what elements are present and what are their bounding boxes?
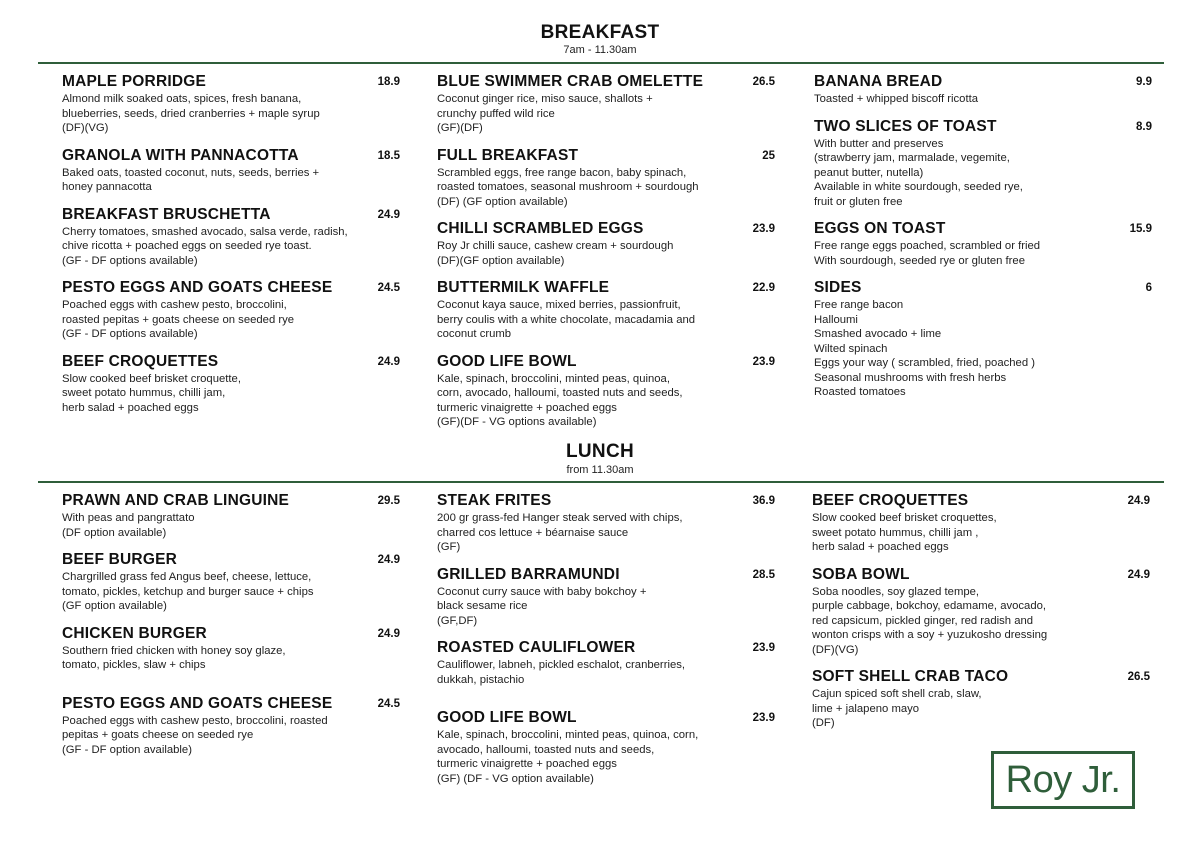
lunch-hours: from 11.30am [566, 464, 634, 476]
description-line: Roasted tomatoes [814, 386, 906, 398]
menu-item-price: 8.9 [1136, 120, 1152, 133]
menu-item-description [437, 658, 775, 687]
menu-item-name: STEAK FRITES [437, 492, 552, 509]
menu-item [437, 639, 775, 687]
menu-item-description [62, 372, 400, 416]
description-line: herb salad + poached eggs [812, 541, 949, 553]
description-line: chive ricotta + poached eggs on seeded rye toast. [62, 240, 312, 252]
menu-item [814, 118, 1152, 210]
menu-item-price: 25 [762, 149, 775, 162]
description-line: corn, avocado, halloumi, toasted nuts and seeds, [437, 387, 683, 399]
breakfast-divider [38, 62, 1164, 64]
menu-item-price: 24.9 [377, 627, 400, 640]
menu-item-name: PESTO EGGS AND GOATS CHEESE [62, 279, 333, 296]
menu-item-price: 15.9 [1129, 223, 1152, 235]
menu-item-price: 18.9 [377, 76, 400, 88]
menu-item-name: PESTO EGGS AND GOATS CHEESE [62, 694, 333, 712]
menu-item-price: 6 [1145, 282, 1152, 294]
menu-item-description [814, 239, 1152, 268]
menu-item-name: GRILLED BARRAMUNDI [437, 565, 620, 583]
menu-item-name: SOBA BOWL [812, 565, 910, 583]
menu-item-name: FULL BREAKFAST [437, 146, 579, 164]
menu-item-description [437, 372, 775, 430]
description-line: turmeric vinaigrette + poached eggs [437, 401, 617, 414]
description-line: (DF)(VG) [62, 122, 109, 134]
description-line: peanut butter, nutella) [814, 166, 924, 179]
menu-item-description [62, 92, 400, 136]
description-line: berry coulis with a white chocolate, macadamia and [437, 313, 696, 326]
menu-item [62, 492, 400, 540]
description-line: herb salad + poached eggs [62, 401, 199, 414]
menu-item [437, 566, 775, 629]
description-line: Free range bacon [814, 299, 904, 311]
menu-item-description [437, 239, 775, 268]
menu-item-description [437, 728, 775, 786]
menu-item-description [62, 714, 400, 758]
menu-item [812, 566, 1150, 658]
menu-item-price: 23.9 [752, 223, 775, 235]
description-line: (DF option available) [62, 526, 167, 539]
lunch-column-2 [437, 492, 775, 797]
description-line: purple cabbage, bokchoy, edamame, avocado, [812, 600, 1047, 612]
menu-item-name: MAPLE PORRIDGE [62, 73, 207, 90]
menu-item [62, 147, 400, 195]
description-line: (GF) (DF - VG option available) [437, 772, 594, 785]
menu-item-name: GOOD LIFE BOWL [437, 709, 577, 726]
menu-item [62, 695, 400, 758]
description-line: Wilted spinach [814, 342, 888, 355]
menu-item-name: EGGS ON TOAST [814, 220, 946, 237]
menu-item-description [814, 92, 1152, 107]
menu-item-price: 26.5 [752, 76, 775, 88]
menu-item-description [812, 585, 1150, 658]
description-line: Cajun spiced soft shell crab, slaw, [812, 688, 982, 700]
menu-item-price: 24.5 [377, 282, 400, 294]
breakfast-column-2 [437, 73, 775, 441]
description-line: Southern fried chicken with honey soy glaze, [62, 644, 286, 657]
menu-item-name: BEEF BURGER [62, 551, 178, 568]
menu-item [814, 279, 1152, 400]
description-line: Available in white sourdough, seeded rye, [814, 181, 1023, 193]
menu-item-price: 23.9 [752, 355, 775, 368]
menu-item-price: 23.9 [752, 642, 775, 654]
description-line: (DF)(GF option available) [437, 254, 565, 267]
description-line: Seasonal mushrooms with fresh herbs [814, 371, 1007, 384]
menu-item-price: 24.9 [377, 355, 400, 368]
menu-item-name: TWO SLICES OF TOAST [814, 117, 997, 135]
menu-item-description [437, 92, 775, 136]
description-line: Toasted + whipped biscoff ricotta [814, 93, 979, 105]
menu-item [812, 492, 1150, 555]
description-line: Coconut curry sauce with baby bokchoy + [437, 585, 647, 598]
menu-item-price: 24.9 [1127, 568, 1150, 581]
description-line: (GF option available) [62, 600, 167, 612]
menu-item [437, 147, 775, 210]
description-line: (DF)(VG) [812, 643, 859, 656]
description-line: Slow cooked beef brisket croquettes, [812, 512, 997, 524]
description-line: Coconut ginger rice, miso sauce, shallots + [437, 93, 653, 105]
menu-item-description [437, 166, 775, 210]
menu-item-price: 18.5 [377, 149, 400, 162]
menu-item-description [62, 298, 400, 342]
menu-item-price: 28.5 [752, 568, 775, 581]
description-line: charred cos lettuce + béarnaise sauce [437, 526, 629, 539]
description-line: With peas and pangrattato [62, 512, 195, 524]
menu-item-price: 23.9 [752, 712, 775, 724]
menu-item [437, 353, 775, 430]
description-line: 200 gr grass-fed Hanger steak served with chips, [437, 512, 683, 524]
menu-item-name: BANANA BREAD [814, 73, 943, 90]
description-line: roasted tomatoes, seasonal mushroom + sourdough [437, 181, 699, 193]
description-line: tomato, pickles, slaw + chips [62, 659, 206, 671]
description-line: With sourdough, seeded rye or gluten free [814, 254, 1026, 267]
menu-item [812, 668, 1150, 731]
menu-item-description [812, 687, 1150, 731]
menu-item-description [814, 298, 1152, 400]
description-line: Kale, spinach, broccolini, minted peas, quinoa, [437, 372, 670, 385]
menu-item [437, 709, 775, 786]
menu-item-price: 22.9 [752, 282, 775, 294]
menu-item [62, 625, 400, 673]
menu-item [437, 220, 775, 268]
menu-item-price: 9.9 [1136, 76, 1152, 88]
description-line: (GF) [437, 541, 461, 553]
menu-item-name: GRANOLA WITH PANNACOTTA [62, 146, 299, 164]
menu-item-description [437, 511, 775, 555]
description-line: (DF) (GF option available) [437, 195, 568, 208]
breakfast-hours: 7am - 11.30am [563, 44, 637, 56]
breakfast-column-1 [62, 73, 400, 426]
lunch-heading: LUNCH [566, 441, 634, 462]
menu-item-price: 36.9 [752, 495, 775, 507]
description-line: Chargrilled grass fed Angus beef, cheese, lettuce, [62, 571, 312, 583]
menu-item-name: PRAWN AND CRAB LINGUINE [62, 492, 290, 509]
menu-item-name: CHICKEN BURGER [62, 624, 207, 642]
menu-item-description [62, 166, 400, 195]
description-line: Soba noodles, soy glazed tempe, [812, 585, 980, 598]
description-line: Almond milk soaked oats, spices, fresh banana, [62, 93, 302, 105]
menu-item-name: BREAKFAST BRUSCHETTA [62, 205, 271, 223]
description-line: wonton crisps with a soy + yuzukosho dressing [812, 629, 1048, 641]
description-line: (GF - DF options available) [62, 254, 198, 267]
menu-item [814, 73, 1152, 107]
description-line: blueberries, seeds, dried cranberries + maple syrup [62, 107, 320, 120]
menu-item [437, 73, 775, 136]
menu-item-price: 24.9 [377, 554, 400, 566]
description-line: turmeric vinaigrette + poached eggs [437, 758, 617, 770]
description-line: red capsicum, pickled ginger, red radish and [812, 614, 1034, 627]
description-line: (GF,DF) [437, 614, 478, 627]
description-line: sweet potato hummus, chilli jam , [812, 526, 979, 539]
breakfast-heading: BREAKFAST [540, 22, 660, 43]
description-line: tomato, pickles, ketchup and burger sauce + chips [62, 585, 314, 598]
description-line: Free range eggs poached, scrambled or fried [814, 240, 1041, 252]
description-line: Kale, spinach, broccolini, minted peas, quinoa, corn, [437, 729, 699, 741]
menu-item-name: GOOD LIFE BOWL [437, 352, 577, 370]
menu-item-name: ROASTED CAULIFLOWER [437, 639, 636, 656]
description-line: avocado, halloumi, toasted nuts and seeds, [437, 743, 655, 756]
description-line: Baked oats, toasted coconut, nuts, seeds, berries + [62, 166, 320, 179]
description-line: pepitas + goats cheese on seeded rye [62, 729, 254, 741]
menu-item-name: SOFT SHELL CRAB TACO [812, 668, 1009, 685]
description-line: (GF)(DF) [437, 122, 483, 134]
menu-item [62, 353, 400, 416]
description-line: (GF - DF option available) [62, 743, 192, 756]
description-line: Halloumi [814, 313, 858, 326]
menu-item-description [62, 570, 400, 614]
description-line: With butter and preserves [814, 137, 944, 150]
description-line: Scrambled eggs, free range bacon, baby spinach, [437, 166, 687, 179]
description-line: (GF)(DF - VG options available) [437, 416, 597, 428]
lunch-divider [38, 481, 1164, 483]
description-line: Poached eggs with cashew pesto, broccolini, [62, 299, 287, 311]
description-line: Smashed avocado + lime [814, 328, 942, 340]
menu-item-name: BEEF CROQUETTES [62, 352, 219, 370]
description-line: Cherry tomatoes, smashed avocado, salsa verde, radish, [62, 225, 348, 238]
menu-item-name: BUTTERMILK WAFFLE [437, 279, 610, 296]
description-line: roasted pepitas + goats cheese on seeded rye [62, 313, 295, 326]
menu-item-description [437, 585, 775, 629]
description-line: lime + jalapeno mayo [812, 702, 920, 715]
menu-item-price: 24.5 [377, 697, 400, 710]
menu-item-description [814, 137, 1152, 210]
description-line: (strawberry jam, marmalade, vegemite, [814, 152, 1010, 164]
lunch-column-1 [62, 492, 400, 768]
description-line: dukkah, pistachio [437, 673, 525, 686]
menu-item-description [62, 644, 400, 673]
description-line: black sesame rice [437, 600, 528, 612]
description-line: Cauliflower, labneh, pickled eschalot, cranberries, [437, 659, 686, 671]
menu-item [437, 492, 775, 555]
lunch-column-3 [812, 492, 1150, 742]
menu-item-name: SIDES [814, 279, 862, 296]
menu-item-description [812, 511, 1150, 555]
menu-item-price: 29.5 [377, 495, 400, 507]
description-line: Poached eggs with cashew pesto, broccolini, roasted [62, 714, 328, 727]
description-line: (GF - DF options available) [62, 328, 198, 340]
menu-item-price: 24.9 [377, 208, 400, 221]
menu-item [62, 551, 400, 614]
description-line: Roy Jr chilli sauce, cashew cream + sourdough [437, 240, 674, 252]
description-line: honey pannacotta [62, 181, 152, 193]
menu-item-name: BLUE SWIMMER CRAB OMELETTE [437, 73, 704, 90]
menu-item-description [62, 225, 400, 269]
menu-item [62, 73, 400, 136]
roy-jr-logo: Roy Jr. [991, 751, 1135, 809]
menu-item-description [437, 298, 775, 342]
description-line: Coconut kaya sauce, mixed berries, passionfruit, [437, 299, 681, 311]
menu-item-description [62, 511, 400, 540]
menu-item [62, 279, 400, 342]
description-line: (DF) [812, 717, 835, 729]
menu-item-price: 24.9 [1127, 495, 1150, 507]
menu-item [814, 220, 1152, 268]
breakfast-column-3 [814, 73, 1152, 411]
description-line: coconut crumb [437, 328, 512, 340]
description-line: sweet potato hummus, chilli jam, [62, 387, 226, 399]
description-line: crunchy puffed wild rice [437, 107, 555, 120]
menu-item-name: BEEF CROQUETTES [812, 492, 969, 509]
description-line: fruit or gluten free [814, 195, 903, 208]
description-line: Eggs your way ( scrambled, fried, poached ) [814, 357, 1036, 369]
menu-item [62, 206, 400, 269]
menu-item-name: CHILLI SCRAMBLED EGGS [437, 220, 644, 237]
menu-item [437, 279, 775, 342]
description-line: Slow cooked beef brisket croquette, [62, 372, 241, 385]
menu-item-price: 26.5 [1127, 671, 1150, 683]
